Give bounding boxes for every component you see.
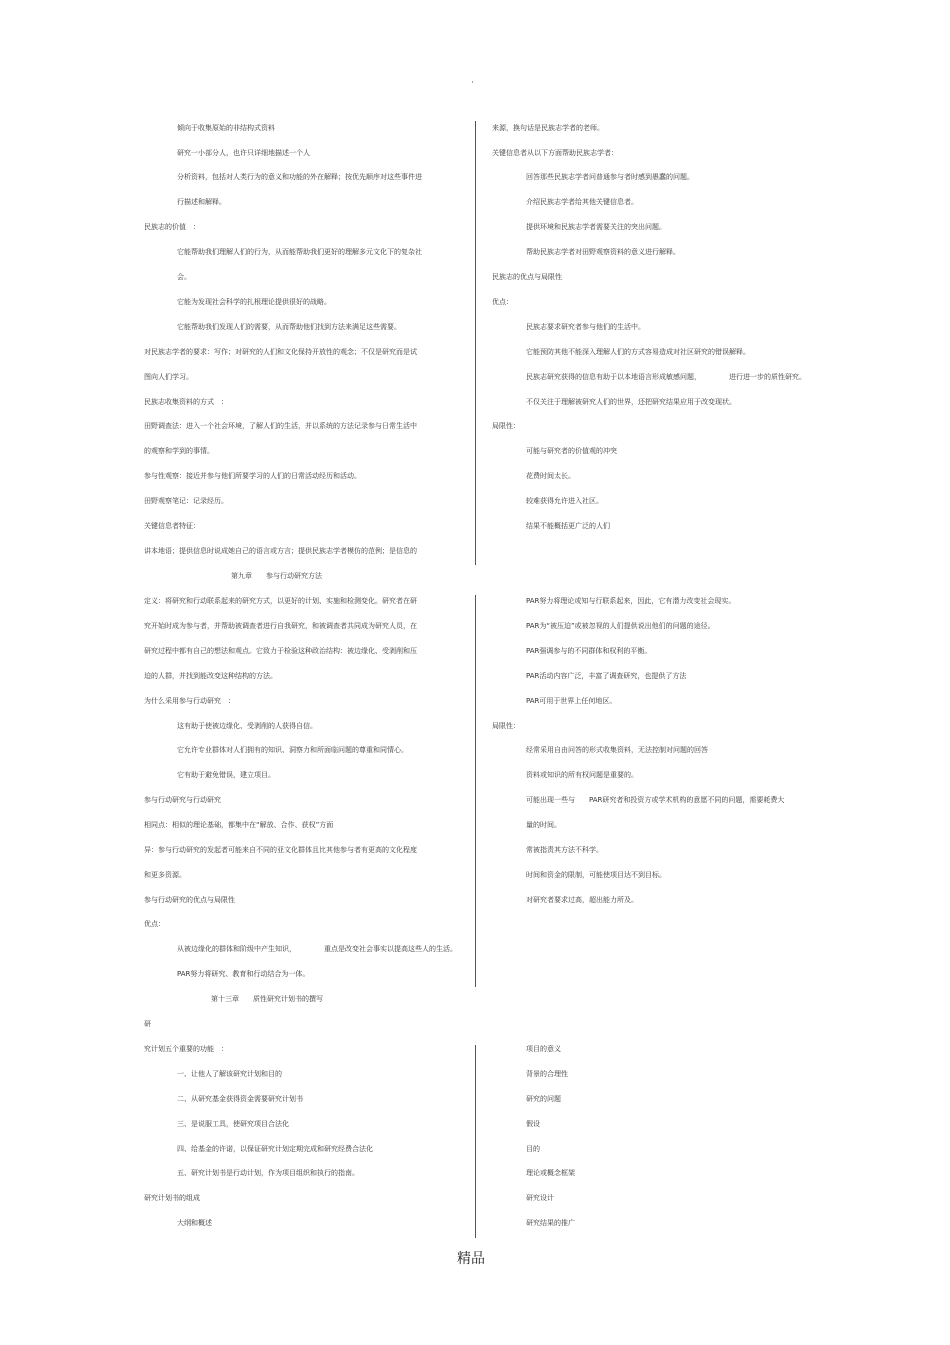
s1-left-line: 它能帮助我们发现人们的需要，从而帮助他们找到方法来满足这些需要。 xyxy=(177,323,401,331)
s2-left-heading: 优点： xyxy=(144,920,165,928)
s2-left-line: PAR努力将研究、教育和行动结合为一体。 xyxy=(177,970,310,978)
s2-left-line: 定义：将研究和行动联系起来的研究方式，以更好的计划、实施和检测变化。研究者在研 xyxy=(144,597,417,605)
s1-right-line: 介绍民族志学者给其他关键信息者。 xyxy=(526,198,638,206)
s3-right-line: 研究结果的推广 xyxy=(526,1219,575,1227)
s2-right-line: 量的时间。 xyxy=(526,821,561,829)
s2-left-line: 迫的人群，并找到能改变这种结构的方法。 xyxy=(144,672,277,680)
s1-right-line: 来源，换句话是民族志学者的老师。 xyxy=(492,124,604,132)
s2-left-line-part: 从被边缘化的群体和阶级中产生知识， xyxy=(177,945,296,953)
s1-right-heading: 优点： xyxy=(492,298,513,306)
s1-left-line: 它能帮助我们理解人们的行为，从而能帮助我们更好的理解多元文化下的复杂社 xyxy=(177,248,422,256)
s1-left-line: 分析资料，包括对人类行为的意义和功能的外在解释；按优先顺序对这些事件进 xyxy=(177,173,422,181)
s2-right-line: 经常采用自由问答的形式收集资料，无法控制对问题的回答 xyxy=(526,746,708,754)
chapter-13-name: 质性研究计划书的撰写 xyxy=(253,995,323,1003)
footer-label: 精品 xyxy=(457,1251,485,1267)
s1-right-heading: 民族志的优点与局限性 xyxy=(492,273,562,281)
s2-left-heading: 为什么采用参与行动研究 ： xyxy=(144,697,235,705)
header-mark: · xyxy=(471,78,474,88)
s2-right-line: PAR可用于世界上任何地区。 xyxy=(526,697,617,705)
s1-left-heading: 关键信息者特征： xyxy=(144,522,200,530)
s3-left-line: 研 xyxy=(144,1020,151,1028)
s2-right-line: PAR强调参与的不同群体和权利的平衡。 xyxy=(526,647,652,655)
s1-left-line: 讲本地语；提供信息时说成她自己的语言或方言；提供民族志学者模仿的范例；是信息的 xyxy=(144,547,417,555)
chapter-9-name: 参与行动研究方法 xyxy=(266,572,322,580)
s2-left-line: 究开始时成为参与者，并帮助被调查者进行自我研究，和被调查者共同成为研究人员，在 xyxy=(144,622,417,630)
s1-left-line: 的观察和学到的事情。 xyxy=(144,447,214,455)
s3-left-line: 五、研究计划书是行动计划，作为项目组织和执行的指南。 xyxy=(177,1169,359,1177)
s1-right-line-part: 民族志研究获得的信息有助于以本地语言形成敏感问题， xyxy=(526,373,701,381)
s2-left-line-part: 重点是改变社会事实以提高这些人的生活。 xyxy=(324,945,457,953)
s1-left-line: 参与性观察：接近并参与他们所要学习的人们的日常活动经历和活动。 xyxy=(144,472,361,480)
chapter-9-number: 第九章 xyxy=(231,572,252,580)
s1-right-line: 可能与研究者的价值观的冲突 xyxy=(526,447,617,455)
s3-left-line: 四、给基金的许诺，以保证研究计划定期完成和研究经费合法化 xyxy=(177,1145,373,1153)
s1-left-line: 田野观察笔记：记录经历。 xyxy=(144,497,228,505)
s3-right-line: 背景的合理性 xyxy=(526,1070,568,1078)
column-divider-1 xyxy=(475,121,476,565)
column-divider-2 xyxy=(475,595,476,987)
s2-right-line-part: PAR研究者和投资方或学术机构的意愿不同的问题，需要耗费大 xyxy=(589,796,785,804)
s3-right-line: 目的 xyxy=(526,1145,540,1153)
s2-left-line: 相同点：相似的理论基础，都集中在“解放、合作、获权”方面 xyxy=(144,821,334,829)
s1-right-line: 较难获得允许进入社区。 xyxy=(526,497,603,505)
s3-left-line: 大纲和概述 xyxy=(177,1219,212,1227)
s2-left-line: 和更多资源。 xyxy=(144,871,186,879)
s3-right-line: 项目的意义 xyxy=(526,1045,561,1053)
s3-right-line: 理论或概念框架 xyxy=(526,1169,575,1177)
s2-left-line: 它有助于避免错误，建立项目。 xyxy=(177,771,275,779)
s2-left-line: 这有助于使被边缘化、受剥削的人获得自信。 xyxy=(177,722,317,730)
s1-right-line xyxy=(526,373,806,382)
s2-right-line: PAR努力将理论或知与行联系起来，因此，它有潜力改变社会现实。 xyxy=(526,597,736,605)
s1-left-line: 研究一小部分人，也许只详细地描述一个人 xyxy=(177,149,310,157)
s3-left-line: 一、让他人了解该研究计划和目的 xyxy=(177,1070,282,1078)
s1-right-line-part: 进行进一步的质性研究。 xyxy=(729,373,806,381)
s2-left-line xyxy=(177,945,457,954)
s2-left-heading: 参与行动研究与行动研究 xyxy=(144,796,221,804)
chapter-13-title xyxy=(211,995,323,1004)
s3-left-line: 二、从研究基金获得资金需要研究计划书 xyxy=(177,1095,303,1103)
s1-left-line: 对民族志学者的要求：写作；对研究的人们和文化保持开放性的观念；不仅是研究而是试 xyxy=(144,348,417,356)
s3-left-heading: 研究计划书的组成 xyxy=(144,1194,200,1202)
s3-left-heading: 究计划五个重要的功能 ： xyxy=(144,1045,228,1053)
s2-right-line: PAR活动内容广泛，丰富了调查研究，也提供了方法 xyxy=(526,672,687,680)
s2-right-line xyxy=(526,796,784,805)
s1-left-heading: 民族志收集资料的方式 ： xyxy=(144,398,228,406)
s1-right-line: 帮助民族志学者对田野观察资料的意义进行解释。 xyxy=(526,248,680,256)
s3-right-line: 假设 xyxy=(526,1120,540,1128)
s2-right-line: 资料或知识的所有权问题是重要的。 xyxy=(526,771,638,779)
s2-right-line: PAR为“被压迫”或被忽视的人们提供说出他们的问题的途径。 xyxy=(526,622,715,630)
s1-left-line: 会。 xyxy=(177,273,191,281)
s1-right-line: 结果不能概括更广泛的人们 xyxy=(526,522,610,530)
chapter-9-title xyxy=(231,572,322,581)
s1-right-heading: 局限性： xyxy=(492,422,520,430)
s1-right-line: 它能预防其他不能深入理解人们的方式容易造成对社区研究的错误解释。 xyxy=(526,348,750,356)
s3-left-line: 三、是说服工具，使研究项目合法化 xyxy=(177,1120,289,1128)
s1-left-line: 图向人们学习。 xyxy=(144,373,193,381)
s3-right-line: 研究的问题 xyxy=(526,1095,561,1103)
s2-left-line: 研究过程中都有自己的想法和观点。它致力于检验这种政治结构：被边缘化、受剥削和压 xyxy=(144,647,417,655)
s1-right-line: 回答那些民族志学者问普通参与者时感到愚蠢的问题。 xyxy=(526,173,694,181)
s2-left-line: 它允许专业群体对人们拥有的知识、洞察力和所面临问题的尊重和同情心。 xyxy=(177,746,408,754)
s1-right-line: 民族志要求研究者参与他们的生活中。 xyxy=(526,323,645,331)
column-divider-3 xyxy=(475,1045,476,1238)
s1-right-line: 提供环境和民族志学者需要关注的突出问题。 xyxy=(526,223,666,231)
s2-left-line: 异：参与行动研究的发起者可能来自不同的亚文化群体且比其他参与者有更高的文化程度 xyxy=(144,846,417,854)
chapter-13-number: 第十三章 xyxy=(211,995,239,1003)
s2-right-line-part: 可能出现一些与 xyxy=(526,796,575,804)
s1-left-heading: 民族志的价值 ： xyxy=(144,223,200,231)
s1-right-heading: 关键信息者从以下方面帮助民族志学者： xyxy=(492,149,618,157)
s2-right-line: 对研究者要求过高，超出能力所及。 xyxy=(526,896,638,904)
s2-right-line: 常被指责其方法不科学。 xyxy=(526,846,603,854)
s3-right-line: 研究设计 xyxy=(526,1194,554,1202)
s2-right-line: 时间和资金的限制，可能使项目达不到目标。 xyxy=(526,871,666,879)
s1-left-line: 倾向于收集原始的非结构式资料 xyxy=(177,124,275,132)
s2-right-heading: 局限性： xyxy=(492,722,520,730)
s1-right-line: 花费时间太长。 xyxy=(526,472,575,480)
s1-right-line: 不仅关注于理解被研究人们的世界，还把研究结果应用于改变现状。 xyxy=(526,398,736,406)
s1-left-line: 田野调查法：进入一个社会环境，了解人们的生活，并以系统的方法记录参与日常生活中 xyxy=(144,422,417,430)
s1-left-line: 它能为发现社会科学的扎根理论提供很好的战略。 xyxy=(177,298,331,306)
s1-left-line: 行描述和解释。 xyxy=(177,198,226,206)
s2-left-heading: 参与行动研究的优点与局限性 xyxy=(144,896,235,904)
